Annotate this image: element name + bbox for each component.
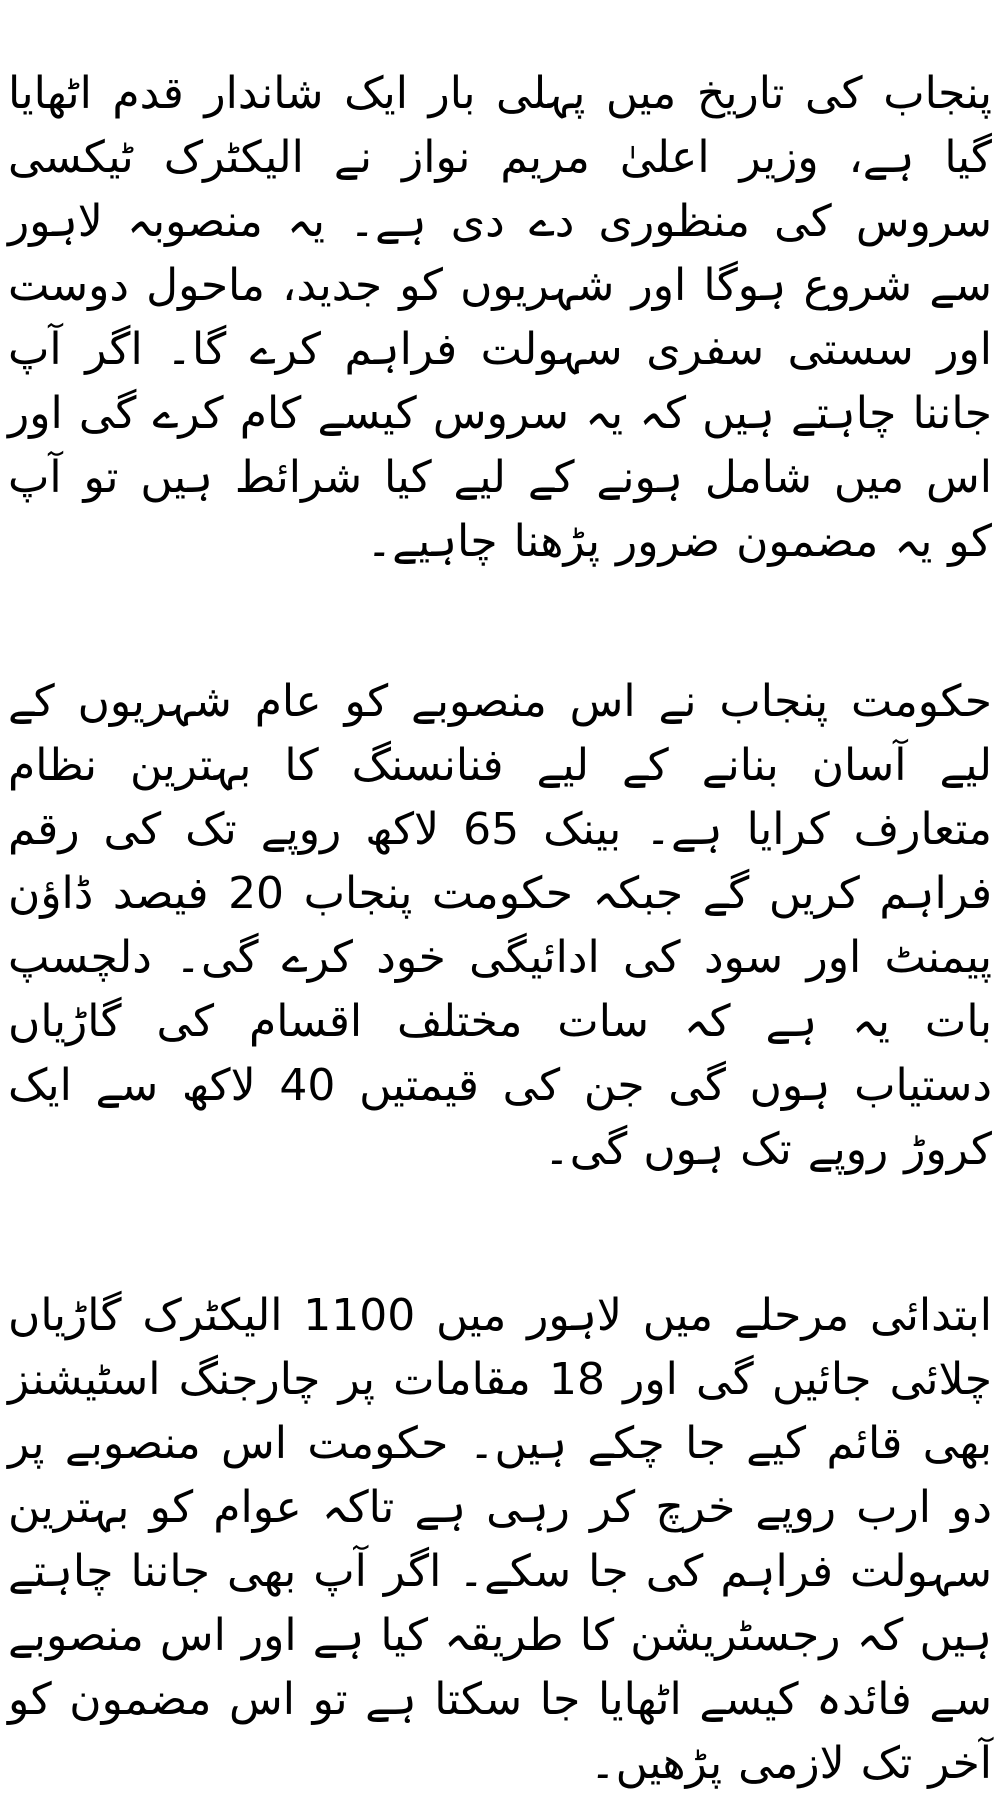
article-paragraph-3: ابتدائی مرحلے میں لاہور میں 1100 الیکٹرک گاڑیاں چلائی جائیں گی اور 18 مقامات پر چارجنگ اسٹیشنز بھی قائم کیے جا چکے ہیں۔ حکومت اس منصوبے پر دو ارب روپے خرچ کر رہی ہے تاکہ عوام کو بہترین سہولت فراہم کی جا سکے۔ اگر آپ بھی جاننا چاہتے ہیں کہ رجسٹریشن کا طریقہ کیا ہے اور اس منصوبے سے فائدہ کیسے اٹھایا جا سکتا ہے تو اس مضمون کو آخر تک لازمی پڑھیں۔: [8, 1290, 992, 1789]
article-paragraph-2: حکومت پنجاب نے اس منصوبے کو عام شہریوں کے لیے آسان بنانے کے لیے فنانسنگ کا بہترین نظام متعارف کرایا ہے۔ بینک 65 لاکھ روپے تک کی رقم فراہم کریں گے جبکہ حکومت پنجاب 20 فیصد ڈاؤن پیمنٹ اور سود کی ادائیگی خود کرے گی۔ دلچسپ بات یہ ہے کہ سات مختلف اقسام کی گاڑیاں دستیاب ہوں گی جن کی قیمتیں 40 لاکھ سے ایک کروڑ روپے تک ہوں گی۔: [8, 676, 992, 1175]
article-paragraph-1: پنجاب کی تاریخ میں پہلی بار ایک شاندار قدم اٹھایا گیا ہے، وزیر اعلیٰ مریم نواز نے الیکٹرک ٹیکسی سروس کی منظوری دے دی ہے۔ یہ منصوبہ لاہور سے شروع ہوگا اور شہریوں کو جدید، ماحول دوست اور سستی سفری سہولت فراہم کرے گا۔ اگر آپ جاننا چاہتے ہیں کہ یہ سروس کیسے کام کرے گی اور اس میں شامل ہونے کے لیے کیا شرائط ہیں تو آپ کو یہ مضمون ضرور پڑھنا چاہیے۔: [8, 68, 992, 567]
